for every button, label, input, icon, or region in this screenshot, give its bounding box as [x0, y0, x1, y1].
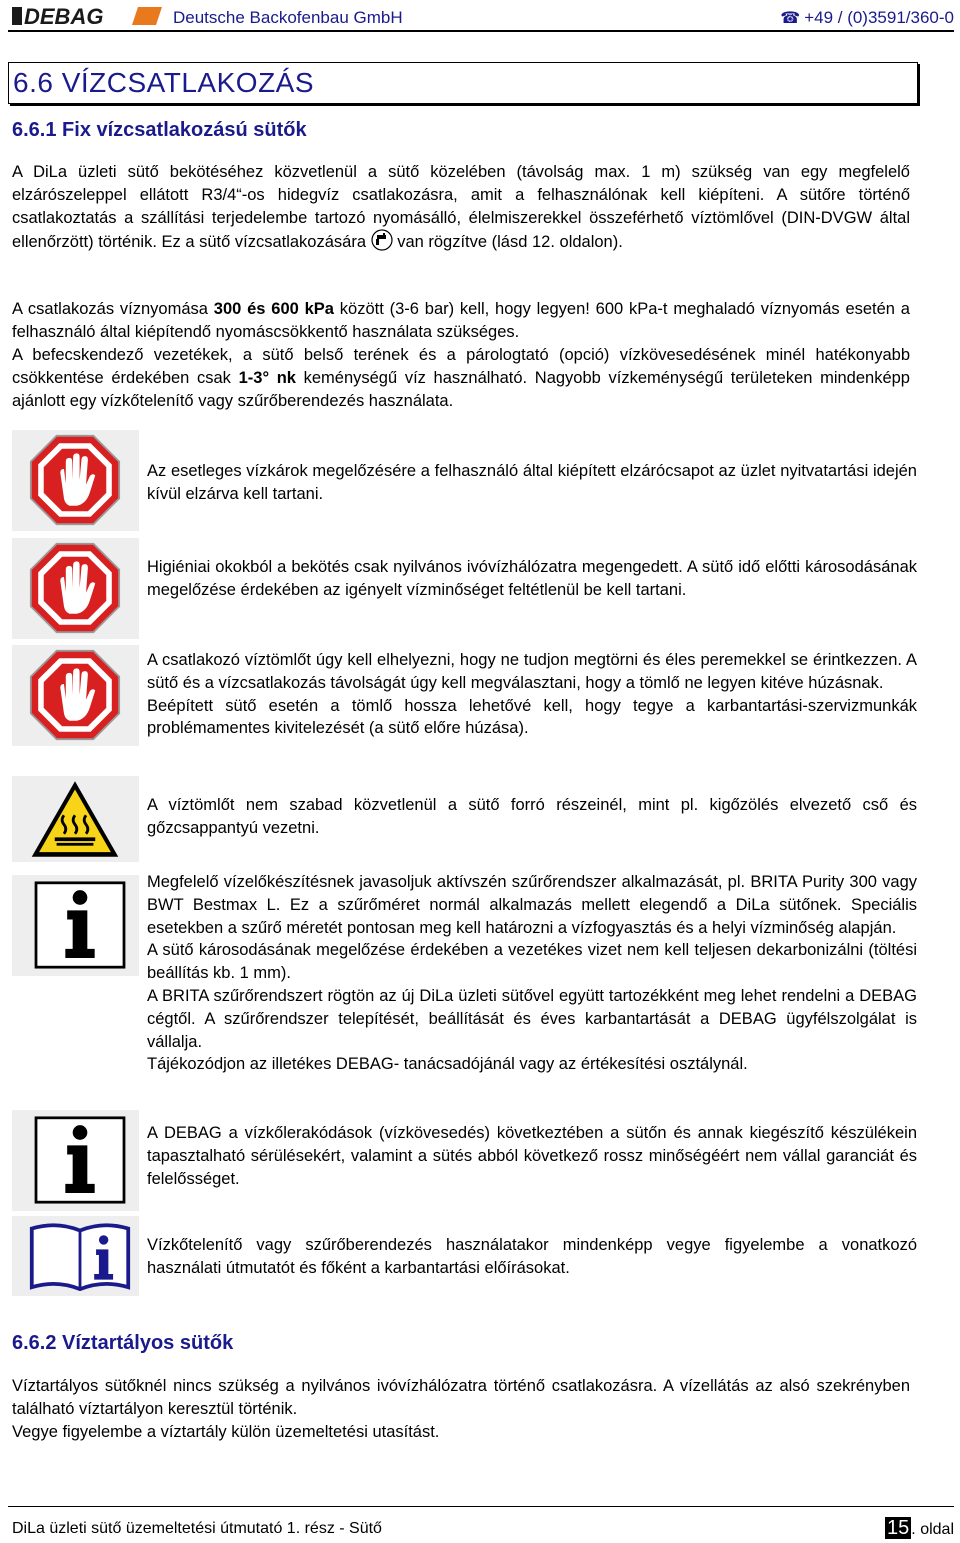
stop-hand-icon — [29, 542, 121, 634]
telephone-icon: ☎ — [780, 10, 801, 27]
note-icon-3 — [12, 645, 139, 746]
stop-hand-icon — [29, 649, 121, 741]
note-text-2: Higiéniai okokból a bekötés csak nyilvános ivóvízhálózatra megengedett. A sütő idő előtti károsodásának megelőzése érdekében az igényelt vízminőséget feltétlenül be kell tartani. — [147, 558, 917, 599]
note-text-3: A csatlakozó víztömlőt úgy kell elhelyezni, hogy ne tudjon megtörni és éles peremekkel se érintkezzen. A sütő és a vízcsatlakozás távolságát úgy kell megválasztani, hogy a tömlő ne legyen kitéve húzásnak. Beépített sütő esetén a tömlő hossza lehetővé kell, hogy tegye a karbantartási-szervizmunkák problémamentes kivitelezését (a sütő előre húzása). — [147, 651, 917, 738]
note-icon-4 — [12, 776, 139, 862]
intro-paragraph-3: A befecskendező vezetékek, a sütő belső terének és a párologtató (opció) vízkövesedésének minél hatékonyabb csökkentése érdekében csak 1-3° nk keménységű víz használható. Nagyobb vízkeménységű területeken mindenképp ajánlott egy vízkőtelenítő vagy szűrőberendezés használata. — [12, 346, 910, 410]
intro-paragraph-1: A DiLa üzleti sütő bekötéséhez közvetlenül a sütő közelében (távolság max. 1 m) szükség van egy megfelelő elzárószeleppel ellátott R3/4“-os hidegvíz csatlakozásra, amit a felhasználónak kell kiépíteni. A sütőre történő csatlakoztatás a szállítási terjedelembe tartozó nyomásálló, élelmiszerekkel összeférhető víztömlővel (DIN-DVGW által ellenőrzött) történik. Ez a sütő vízcsatlakozására van rögzítve (lásd 12. oldalon). — [12, 163, 910, 252]
footer-divider — [8, 1506, 954, 1507]
footer-page-number: 15 . oldal — [887, 1517, 954, 1539]
phone-number: ☎ +49 / (0)3591/360-0 — [780, 8, 954, 27]
hot-surface-warning-icon — [29, 778, 121, 860]
svg-text:DEBAG: DEBAG — [24, 4, 104, 28]
section-title: 6.6 VÍZCSATLAKOZÁS — [13, 67, 315, 98]
page-header — [8, 4, 954, 32]
note-icon-7 — [12, 1216, 139, 1296]
subsection-title-2: 6.6.2 Víztartályos sütők — [12, 1332, 234, 1354]
note-text-6: A DEBAG a vízkőlerakódások (vízkövesedés) következtében a sütőn és annak kiegészítő készülékein tapasztalható sérülésekért, valamint a sütés abból következő rossz minőségéért nem vállal garanciát és felelősséget. — [147, 1124, 917, 1188]
note-icon-5 — [12, 875, 139, 976]
note-text-5: Megfelelő vízelőkészítésnek javasoljuk aktívszén szűrőrendszer alkalmazását, pl. BRITA Purity 300 vagy BWT Bestmax L. Ez a szűrőméret normál alkalmazás mellett elegendő a DiLa sütőnek. Speciális esetekben a szűrő méretét pontosan meg kell határozni a vízfogyasztás és a helyi vízminőség alapján. A sütő károsodásának megelőzése érdekében a vezetékes vizet nem kell teljesen dekarbonizálni (töltési beállítás kb. 1 mm). A BRITA szűrőrendszert rögtön az új DiLa üzleti sütővel együtt tartozékként meg lehet rendelni a DEBAG cégtől. A szűrőrendszer telepítését, beállítását és éves karbantartását a DEBAG ügyfélszolgálat is vállalja. Tájékozódjon az illetékes DEBAG- tanácsadójánál vagy az értékesítési osztálynál. — [147, 873, 917, 1074]
manual-info-icon — [28, 1221, 132, 1291]
note-text-1: Az esetleges vízkárok megelőzésére a felhasználó által kiépített elzárócsapot az üzlet nyitvatartási idején kívül elzárva kell tartani. — [147, 462, 917, 503]
stop-hand-icon — [29, 434, 121, 526]
note-text-4: A víztömlőt nem szabad közvetlenül a sütő forró részeinél, mint pl. kigőzölés elvezető cső és gőzcsappantyú vezetni. — [147, 796, 917, 837]
intro-paragraph-2: A csatlakozás víznyomása 300 és 600 kPa között (3-6 bar) kell, hogy legyen! 600 kPa-t meghaladó víznyomás esetén a felhasználó által kiépítendő nyomáscsökkentő használata szükséges. — [12, 300, 910, 341]
note-text-7: Vízkőtelenítő vagy szűrőberendezés használatakor mindenképp vegye figyelembe a vonatkozó használati útmutatót és főként a karbantartási előírásokat. — [147, 1236, 917, 1277]
section-title-box — [8, 62, 918, 104]
debag-logo — [10, 4, 165, 28]
footer-document-title: DiLa üzleti sütő üzemeltetési útmutató 1. rész - Sütő — [12, 1520, 382, 1537]
company-name: Deutsche Backofenbau GmbH — [173, 8, 403, 27]
note-icon-1 — [12, 430, 139, 531]
note-icon-6 — [12, 1110, 139, 1211]
note-icon-2 — [12, 538, 139, 639]
water-tap-icon — [371, 229, 393, 251]
info-icon — [34, 881, 126, 969]
tank-paragraph: Víztartályos sütőknél nincs szükség a nyilvános ivóvízhálózatra történő csatlakozásra. A vízellátás az alsó szekrényben található víztartályon keresztül történik. Vegye figyelembe a víztartály külön üzemeltetési utasítást. — [12, 1377, 910, 1441]
subsection-title: 6.6.1 Fix vízcsatlakozású sütők — [12, 119, 307, 141]
info-icon — [34, 1116, 126, 1204]
